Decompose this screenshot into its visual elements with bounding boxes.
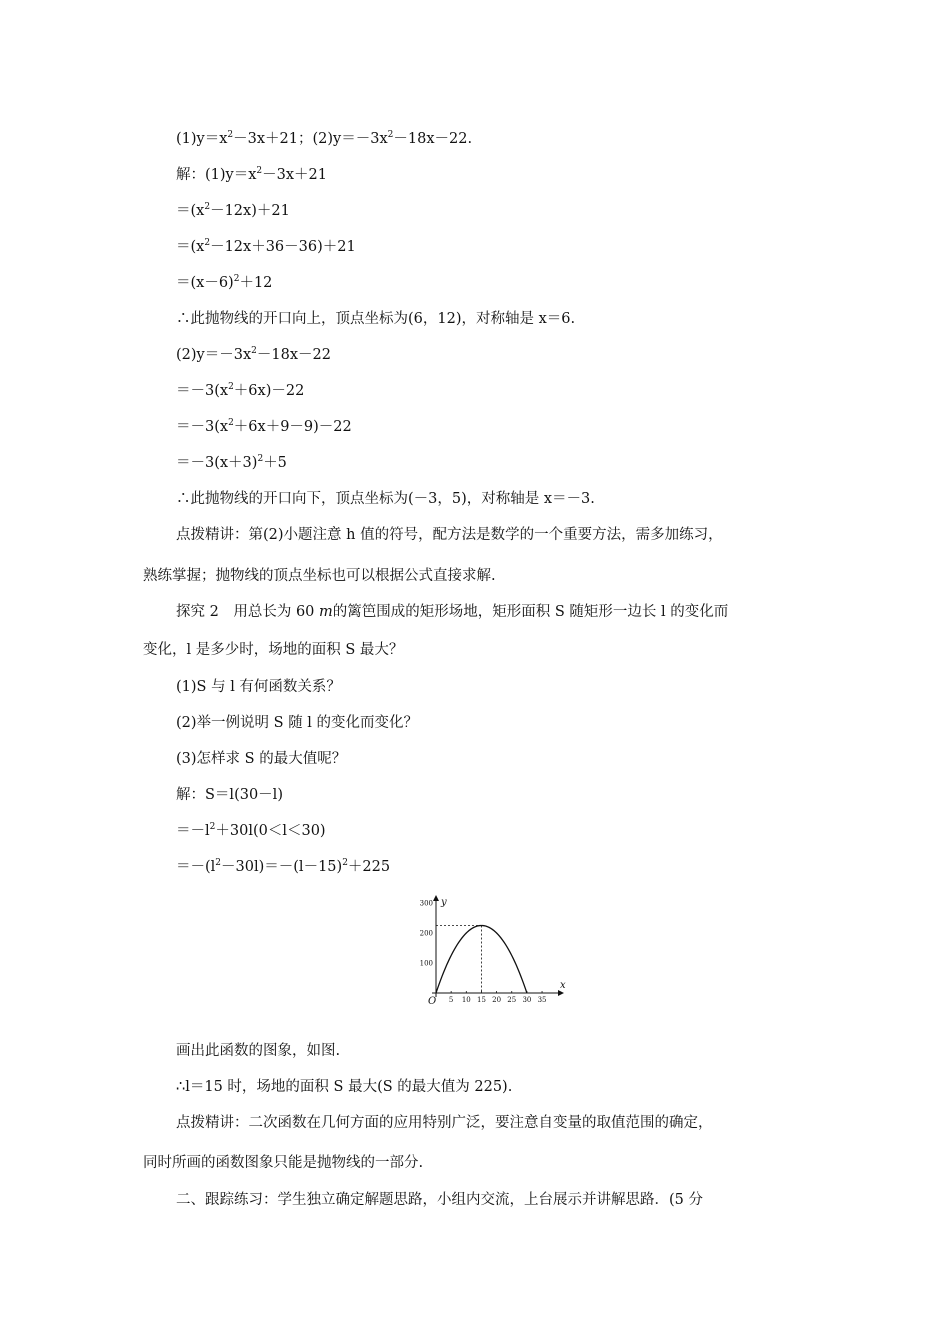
unit-symbol: m xyxy=(319,604,333,620)
x-tick-label: 15 xyxy=(476,996,486,1004)
tip-paragraph: 同时所画的函数图象只能是抛物线的一部分. xyxy=(143,1155,424,1171)
x-tick-label: 20 xyxy=(492,996,502,1004)
x-tick-label: 5 xyxy=(448,996,454,1004)
x-tick-label: 35 xyxy=(537,996,547,1004)
conclusion-line: ∴此抛物线的开口向下，顶点坐标为(－3，5)，对称轴是 x＝－3. xyxy=(176,491,595,507)
x-tick-label: 10 xyxy=(461,996,471,1004)
axes xyxy=(432,895,564,997)
x-tick-label: 25 xyxy=(507,996,517,1004)
x-tick-label: 30 xyxy=(522,996,532,1004)
solution-line: $=-l^2+30l(0<l<30)$ xyxy=(176,822,326,839)
tick-labels xyxy=(420,897,566,1007)
solution-line: 解：S＝l(30－l) xyxy=(176,787,283,803)
curve-layer xyxy=(436,926,527,994)
tip-paragraph: 点拨精讲：二次函数在几何方面的应用特别广泛，要注意自变量的取值范围的确定， xyxy=(176,1115,713,1131)
question-item: (2)举一例说明 S 随 l 的变化而变化？ xyxy=(176,715,419,731)
question-item: (3)怎样求 S 的最大值呢？ xyxy=(176,751,347,767)
figure-caption-line: 画出此函数的图象，如图. xyxy=(176,1043,341,1059)
solution-line: 解：$(1)y=x^2-3x+21$ xyxy=(176,166,328,183)
y-axis-label: y xyxy=(441,897,447,908)
y-tick-label: 300 xyxy=(419,899,433,908)
solution-line: $=(x-6)^2+12$ xyxy=(176,274,273,291)
solution-line: $=-3(x^2+6x+9-9)-22$ xyxy=(176,418,352,435)
x-axis-label: x xyxy=(560,980,566,991)
solution-line: $(2)y=-3x^2-18x-22$ xyxy=(176,346,331,363)
solution-line: $=-3(x^2+6x)-22$ xyxy=(176,382,305,399)
explore-text: 探究 2 用总长为 60 xyxy=(176,604,320,620)
y-axis-arrow xyxy=(433,895,439,901)
explore-text: 的篱笆围成的矩形场地，矩形面积 S 随矩形一边长 l 的变化而 xyxy=(332,604,729,620)
y-tick-label: 200 xyxy=(419,929,433,938)
conclusion-line: ∴此抛物线的开口向上，顶点坐标为(6，12)，对称轴是 x＝6. xyxy=(176,311,576,327)
problem-statement: $(1)y=x^2-3x+21$；$(2)y=-3x^2-18x-22$. xyxy=(176,130,473,147)
solution-line: $=-3(x+3)^2+5$ xyxy=(176,454,287,471)
question-item: (1)S 与 l 有何函数关系？ xyxy=(176,679,341,695)
conclusion-line: ∴l＝15 时，场地的面积 S 最大(S 的最大值为 225). xyxy=(176,1079,513,1095)
section-heading: 二、跟踪练习：学生独立确定解题思路，小组内交流，上台展示并讲解思路．(5 分 xyxy=(176,1192,703,1208)
solution-line: $=(x^2-12x)+21$ xyxy=(176,202,290,219)
solution-line: $=-(l^2-30l)=-(l-15)^2+225$ xyxy=(176,858,391,875)
solution-line: $=(x^2-12x+36-36)+21$ xyxy=(176,238,356,255)
explore-heading xyxy=(176,602,728,622)
tip-paragraph: 熟练掌握；抛物线的顶点坐标也可以根据公式直接求解. xyxy=(143,568,496,584)
y-tick-label: 100 xyxy=(419,959,433,968)
explore-paragraph: 变化，l 是多少时，场地的面积 S 最大？ xyxy=(143,642,404,658)
origin-label: O xyxy=(428,996,437,1007)
parabola-graph xyxy=(418,893,568,1016)
tip-paragraph: 点拨精讲：第(2)小题注意 h 值的符号，配方法是数学的一个重要方法，需多加练习， xyxy=(176,527,723,543)
